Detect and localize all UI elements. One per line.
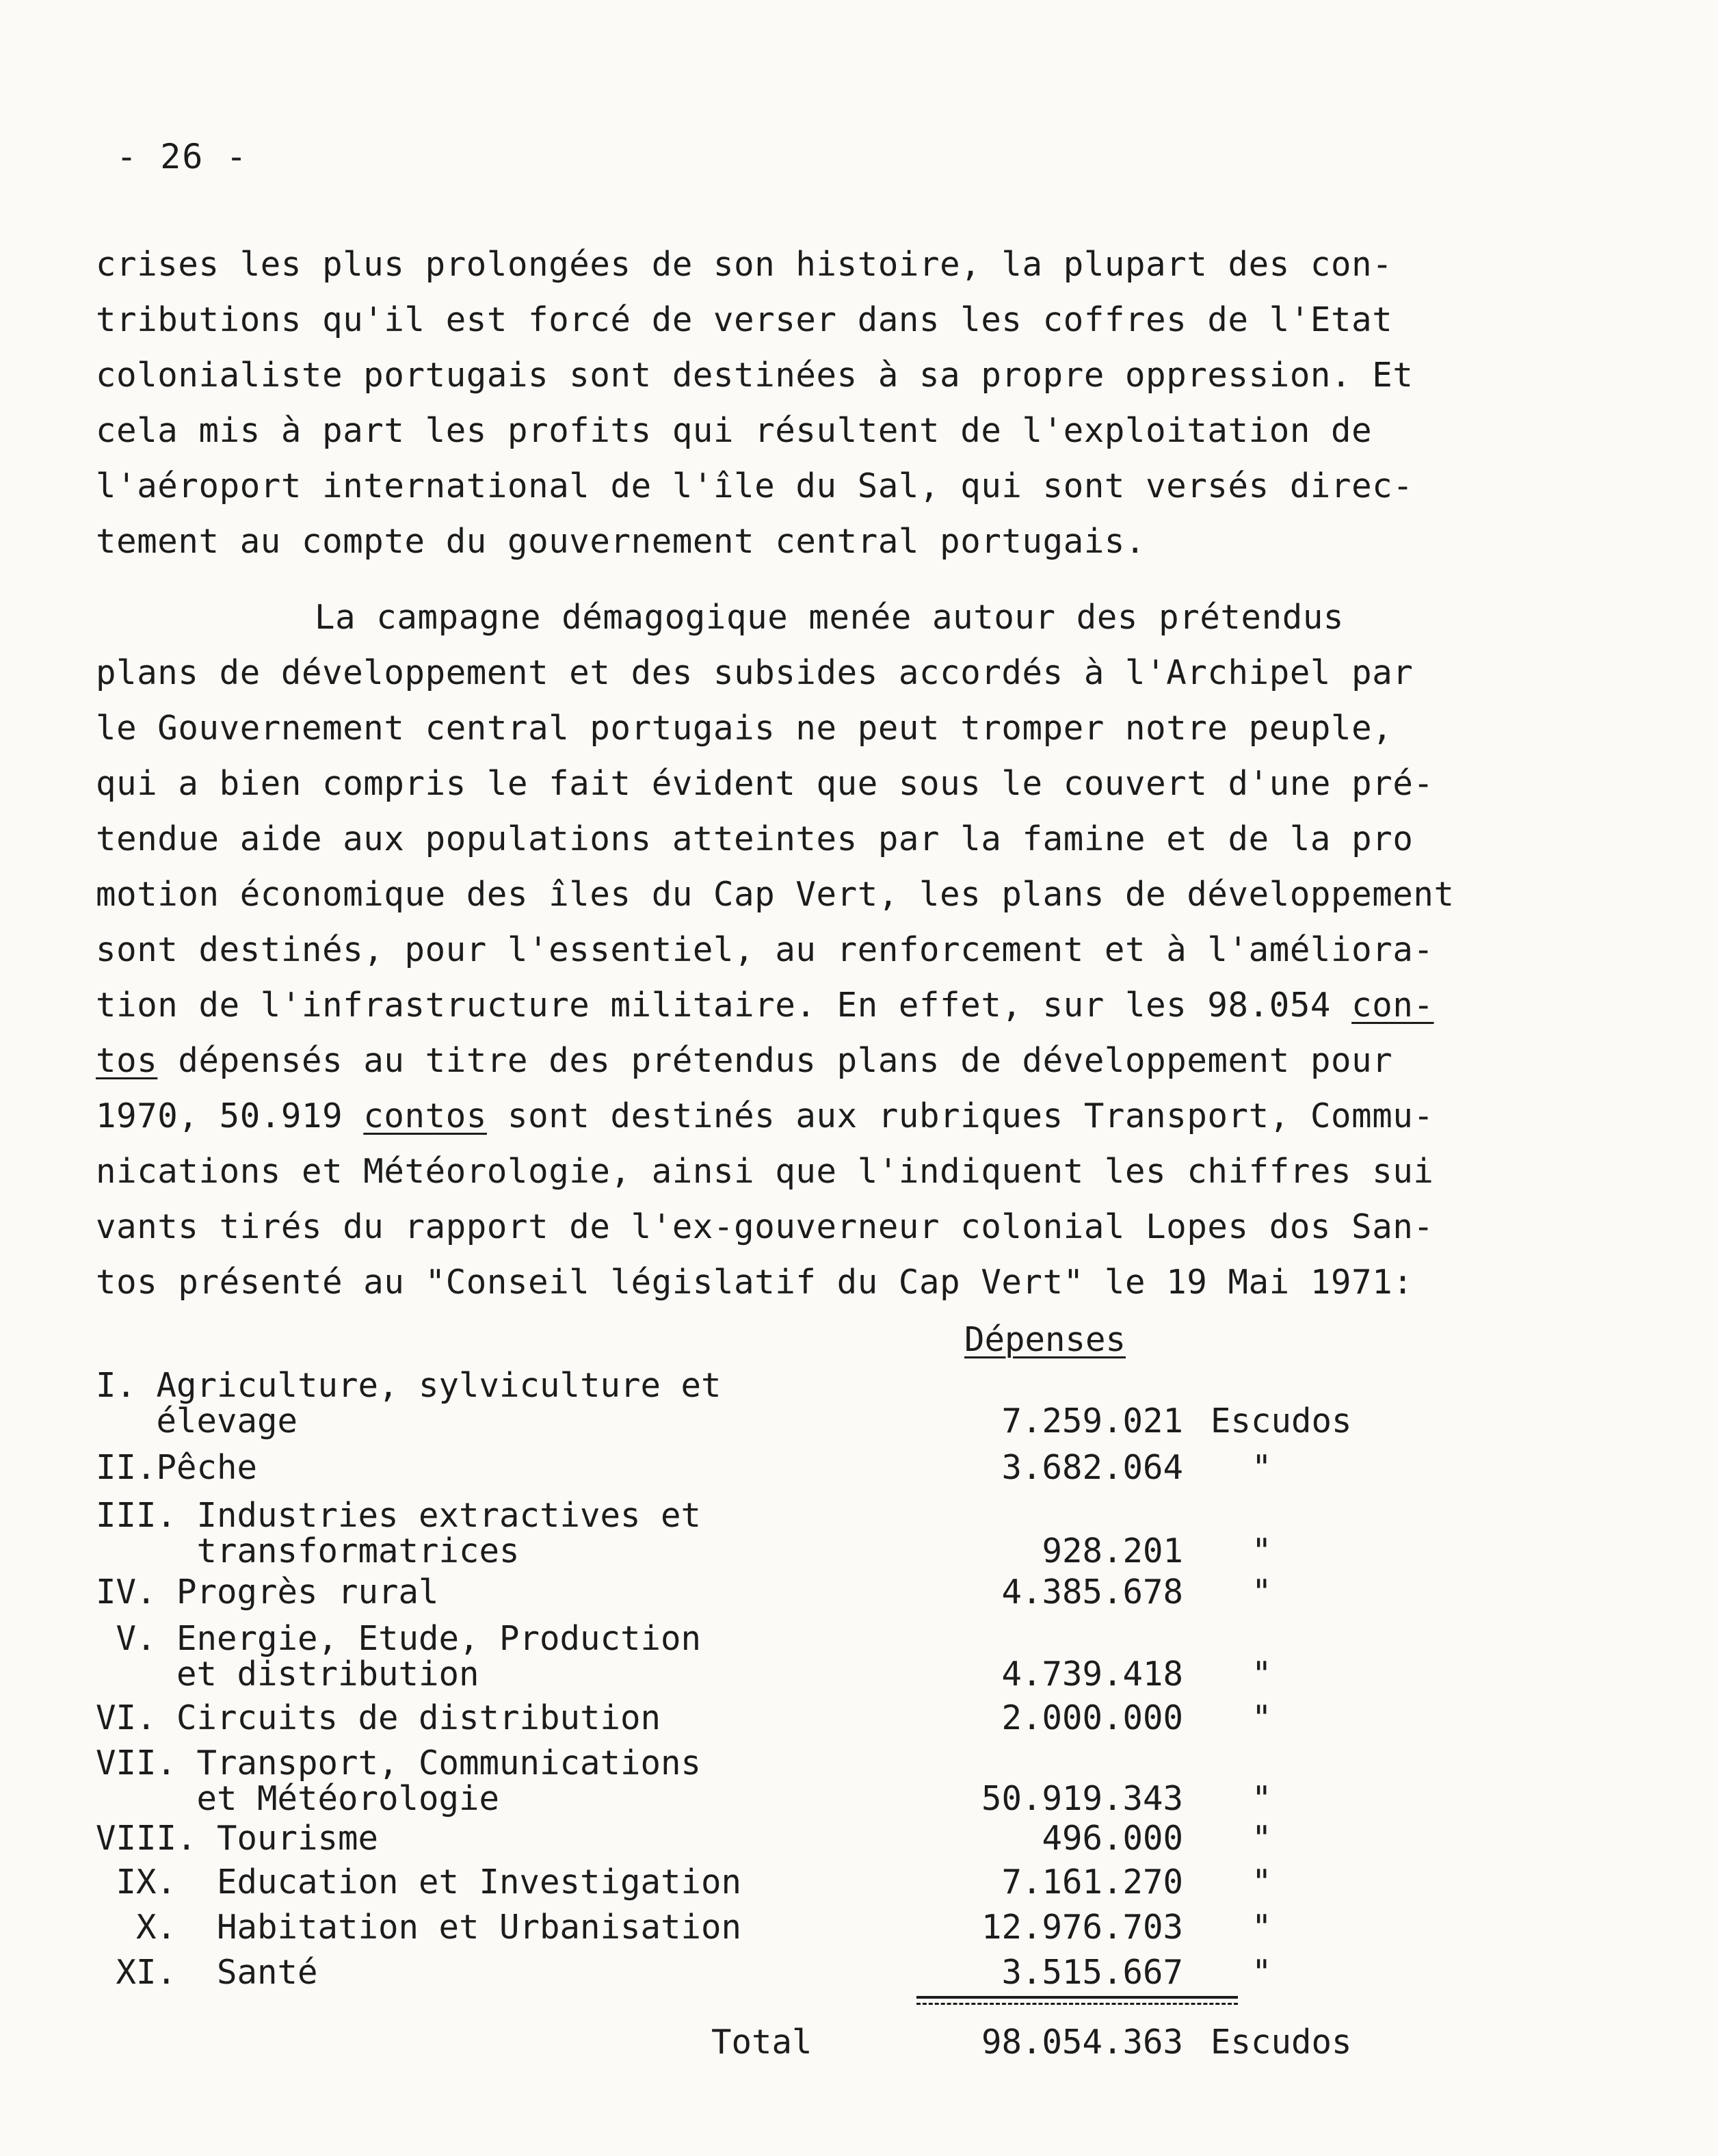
row-label-continued: élevage	[96, 1402, 298, 1441]
row-amount: 928.201	[1042, 1531, 1183, 1570]
row-label: IX. Education et Investigation	[96, 1863, 742, 1902]
row-label: I. Agriculture, sylviculture et	[96, 1366, 722, 1405]
text-line: sont destinés, pour l'essentiel, au renforcement et à l'améliora-	[96, 930, 1434, 969]
total-amount: 98.054.363	[981, 2023, 1183, 2062]
text-line	[96, 1033, 1436, 1088]
row-label: IV. Progrès rural	[96, 1573, 439, 1612]
text-line: tendue aide aux populations atteintes par la famine et de la pro	[96, 819, 1414, 858]
ditto-mark: "	[1252, 1908, 1272, 1947]
row-label: II.Pêche	[96, 1448, 258, 1487]
total-rule	[916, 1996, 1238, 1999]
text-line: cela mis à part les profits qui résultent de l'exploitation de	[96, 411, 1373, 450]
text-line: tement au compte du gouvernement central portugais.	[96, 522, 1146, 561]
ditto-mark: "	[1252, 1819, 1272, 1858]
ditto-mark: "	[1252, 1448, 1272, 1487]
row-unit: Escudos	[1211, 1402, 1352, 1441]
row-amount: 12.976.703	[981, 1908, 1183, 1947]
row-label: X. Habitation et Urbanisation	[96, 1908, 742, 1947]
row-amount: 7.259.021	[1001, 1402, 1183, 1441]
text-line: tributions qu'il est forcé de verser dans les coffres de l'Etat	[96, 300, 1393, 339]
row-label: VI. Circuits de distribution	[96, 1698, 661, 1737]
ditto-mark: "	[1252, 1953, 1272, 1992]
row-label-continued: et Météorologie	[96, 1779, 500, 1818]
ditto-mark: "	[1252, 1573, 1272, 1612]
row-amount: 7.161.270	[1001, 1863, 1183, 1902]
total-unit: Escudos	[1211, 2023, 1352, 2062]
text-line: tos présenté au "Conseil législatif du Cap Vert" le 19 Mai 1971:	[96, 1263, 1414, 1302]
row-amount: 3.682.064	[1001, 1448, 1183, 1487]
ditto-mark: "	[1252, 1655, 1272, 1694]
text-segment: tion de l'infrastructure militaire. En effet, sur les 98.054	[96, 986, 1352, 1025]
ditto-mark: "	[1252, 1698, 1272, 1737]
row-label-continued: et distribution	[96, 1655, 479, 1694]
underlined-word: con-	[1351, 986, 1434, 1025]
text-line: nications et Météorologie, ainsi que l'indiquent les chiffres sui	[96, 1152, 1434, 1191]
row-label-continued: transformatrices	[96, 1531, 520, 1570]
row-amount: 2.000.000	[1001, 1698, 1183, 1737]
text-line: plans de développement et des subsides accordés à l'Archipel par	[96, 653, 1414, 692]
text-line	[96, 977, 1436, 1033]
text-line: le Gouvernement central portugais ne peut tromper notre peuple,	[96, 709, 1393, 748]
total-rule	[916, 2003, 1238, 2005]
underlined-word: contos	[363, 1096, 487, 1135]
text-segment: sont destinés aux rubriques Transport, Commu-	[486, 1096, 1434, 1135]
row-amount: 496.000	[1042, 1819, 1183, 1858]
text-line	[96, 1088, 1436, 1144]
ditto-mark: "	[1252, 1531, 1272, 1570]
row-amount: 4.385.678	[1001, 1573, 1183, 1612]
table-header: Dépenses	[964, 1320, 1126, 1359]
row-amount: 4.739.418	[1001, 1655, 1183, 1694]
text-segment: 1970, 50.919	[96, 1096, 364, 1135]
text-line: vants tirés du rapport de l'ex-gouverneur colonial Lopes dos San-	[96, 1207, 1434, 1246]
row-label: XI. Santé	[96, 1953, 318, 1992]
text-line: motion économique des îles du Cap Vert, les plans de développement	[96, 875, 1455, 914]
row-label: VII. Transport, Communications	[96, 1744, 702, 1783]
ditto-mark: "	[1252, 1779, 1272, 1818]
row-label: V. Energie, Etude, Production	[96, 1619, 702, 1658]
text-line: crises les plus prolongées de son histoire, la plupart des con-	[96, 245, 1393, 284]
row-label: III. Industries extractives et	[96, 1496, 702, 1535]
row-amount: 50.919.343	[981, 1779, 1183, 1818]
page-number: - 26 -	[116, 137, 248, 176]
text-line: qui a bien compris le fait évident que sous le couvert d'une pré-	[96, 764, 1434, 803]
body-text	[96, 237, 1455, 1310]
total-label: Total	[711, 2023, 812, 2062]
underlined-word: tos	[96, 1041, 158, 1080]
row-amount: 3.515.667	[1001, 1953, 1183, 1992]
text-segment: dépensés au titre des prétendus plans de développement pour	[157, 1041, 1393, 1080]
text-line: La campagne démagogique menée autour des prétendus	[315, 598, 1345, 637]
text-line: l'aéroport international de l'île du Sal, qui sont versés direc-	[96, 466, 1414, 505]
ditto-mark: "	[1252, 1863, 1272, 1902]
row-label: VIII. Tourisme	[96, 1819, 379, 1858]
text-line: colonialiste portugais sont destinées à sa propre oppression. Et	[96, 356, 1414, 395]
